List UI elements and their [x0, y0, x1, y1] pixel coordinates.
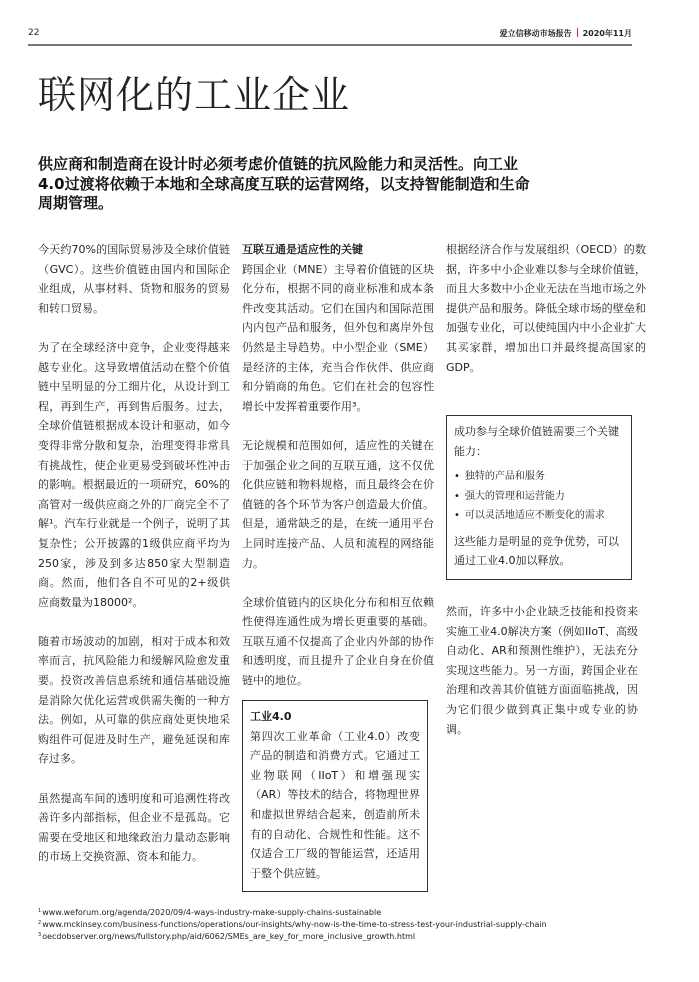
- publication-date: 2020年11月: [582, 29, 632, 38]
- body-paragraph: 为了在全球经济中竞争，企业变得越来越专业化。这导致增值活动在整个价值链中呈明显的分工细片化，从设计到工程，再到生产，再到售后服务。过去，全球价值链根据成本设计和驱动，如今变得非常分散和复杂，治理变得非常具有挑战性，使企业更易受到破坏性冲击的影响。根据最近的一项研究，60%的高管对一级供应商之外的厂商完全不了解¹。汽车行业就是一个例子，说明了其复杂性；公开披露的1级供应商平均为250家，涉及到多达850家大型制造商。然而，他们各自不可见的2+级供应商数量为18000²。: [38, 340, 230, 609]
- body-paragraph: 今天约70%的国际贸易涉及全球价值链（GVC）。这些价值链由国内和国际企业组成，从事材料、货物和服务的贸易和转口贸易。: [38, 243, 230, 315]
- footnote: [38, 930, 658, 942]
- footnote-link[interactable]: www.mckinsey.com/business-functions/operations/our-insights/why-now-is-the-time-to-stress-test-your-industrial-supply-chain: [42, 920, 547, 929]
- key-capabilities-box: [446, 415, 632, 580]
- footnote-number: 2: [38, 920, 42, 926]
- body-paragraph: 根据经济合作与发展组织（OECD）的数据，许多中小企业难以参与全球价值链，而且大多数中小企业无法在当地市场之外提供产品和服务。降低全球市场的壁垒和加强专业化，可以使纯国内中小企业扩大其买家群，增加出口并最终提高国家的GDP。: [446, 243, 646, 374]
- box-intro: 成功参与全球价值链需要三个关键能力：: [454, 425, 619, 458]
- column-2: [242, 240, 434, 710]
- body-paragraph: 全球价值链内的区块化分布和相互依赖性使得连通性成为增长更重要的基础。互联互通不仅提高了企业内外部的协作和透明度，而且提升了企业自身在价值链中的地位。: [242, 595, 434, 688]
- footnote: [38, 918, 658, 930]
- publication-name: 爱立信移动市场报告: [499, 29, 572, 38]
- column-3-continued: [446, 602, 638, 739]
- body-paragraph: 然而，许多中小企业缺乏技能和投资来实施工业4.0解决方案（例如IIoT、高级自动化、AR和预测性维护），无法充分实现这些能力。另一方面，跨国企业在治理和改善其价值链方面面临挑战，因为它们很少做到真正集中或专业的协调。: [446, 605, 638, 736]
- lead-paragraph: 供应商和制造商在设计时必须考虑价值链的抗风险能力和灵活性。向工业4.0过渡将依赖于本地和全球高度互联的运营网络，以支持智能制造和生命周期管理。: [38, 155, 530, 212]
- footnote: [38, 906, 658, 918]
- header-rule: [28, 44, 632, 46]
- list-item: • 强大的管理和运营能力: [454, 487, 624, 507]
- capabilities-list: [454, 467, 624, 526]
- page-header: [28, 28, 632, 44]
- footnotes: [38, 906, 658, 942]
- footnote-number: 3: [38, 932, 42, 938]
- box-text: 第四次工业革命（工业4.0）改变产品的制造和消费方式。它通过工业物联网（IIoT）和增强现实（AR）等技术的结合，将物理世界和虚拟世界结合起来，创造前所未有的自动化、合规性和性能。这不仅适合工厂级的智能运营，还适用于整个供应链。: [250, 729, 420, 880]
- body-paragraph: 无论规模和范围如何，适应性的关键在于加强企业之间的互联互通，这不仅优化供应链和物料规格，而且最终会在价值链的各个环节为客户创造最大价值。但是，通常缺乏的是，在统一通用平台上同时连接产品、人员和流程的网络能力。: [242, 438, 434, 570]
- page-title: 联网化的工业企业: [38, 73, 351, 117]
- column-3: [446, 240, 646, 397]
- box-title: 工业4.0: [250, 710, 292, 723]
- running-head: [500, 28, 632, 39]
- footnote-link[interactable]: oecdobserver.org/news/fullstory.php/aid/6062/SMEs_are_key_for_more_inclusive_growth.html: [42, 932, 416, 941]
- box-outro: 这些能力是明显的竞争优势，可以通过工业4.0加以释放。: [454, 534, 619, 568]
- industry-4-box: [242, 700, 428, 892]
- list-item: • 独特的产品和服务: [454, 467, 624, 487]
- column-1: [38, 240, 230, 887]
- footnote-number: 1: [38, 908, 42, 914]
- body-paragraph: 虽然提高车间的透明度和可追溯性将改善许多内部指标，但企业不是孤岛。它需要在受地区和地缘政治力量动态影响的市场上交换资源、资本和能力。: [38, 791, 230, 864]
- body-paragraph: 随着市场波动的加剧，相对于成本和效率而言，抗风险能力和缓解风险愈发重要。投资改善信息系统和通信基础设施是消除欠优化运营或供需失衡的一种方法。例如，从可靠的供应商处更快地采购组件可促进及时生产，避免延误和库存过多。: [38, 634, 230, 766]
- list-item: • 可以灵活地适应不断变化的需求: [454, 506, 624, 526]
- section-subheading: 互联互通是适应性的关键: [242, 243, 363, 256]
- body-paragraph: 跨国企业（MNE）主导着价值链的区块化分布，根据不同的商业标准和成本条件改变其活动。它们在国内和国际范围内内包产品和服务，但外包和离岸外包仍然是主导趋势。中小型企业（SME）是经济的主体，充当合作伙伴、供应商和分销商的角色。它们在社会的包容性增长中发挥着重要作用³。: [242, 262, 434, 413]
- header-separator: [577, 28, 578, 37]
- footnote-link[interactable]: www.weforum.org/agenda/2020/09/4-ways-industry-make-supply-chains-sustainable: [42, 908, 382, 917]
- page-number: 22: [28, 28, 40, 38]
